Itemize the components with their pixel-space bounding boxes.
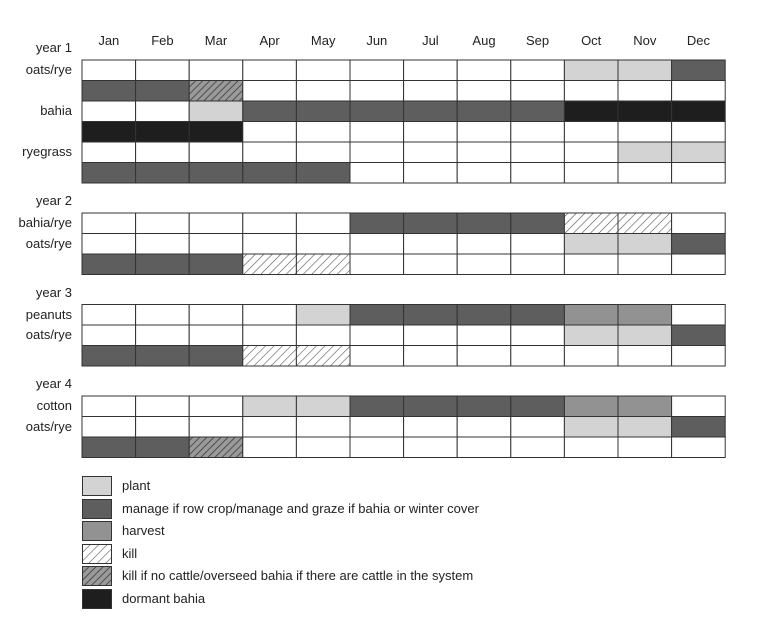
- calendar-cell-empty: [82, 325, 136, 346]
- calendar-cell-empty: [404, 437, 458, 458]
- calendar-cell-manage: [243, 163, 297, 184]
- year-label: year 3: [35, 284, 72, 300]
- crop-label: oats/rye: [25, 327, 72, 342]
- calendar-cell-manage: [404, 213, 458, 234]
- calendar-cell-empty: [243, 417, 297, 438]
- calendar-cell-empty: [457, 437, 511, 458]
- calendar-cell-empty: [672, 122, 726, 143]
- calendar-cell-empty: [404, 417, 458, 438]
- calendar-cell-manage: [296, 101, 350, 122]
- calendar-cell-empty: [350, 122, 404, 143]
- calendar-cell-manage: [136, 254, 190, 275]
- calendar-cell-empty: [189, 213, 243, 234]
- calendar-cell-empty: [82, 396, 136, 417]
- calendar-cell-empty: [296, 325, 350, 346]
- year-label: year 1: [35, 40, 72, 55]
- calendar-cell-empty: [189, 305, 243, 326]
- calendar-cell-empty: [618, 122, 672, 143]
- legend-swatch-kill: [82, 544, 112, 564]
- calendar-cell-plant: [564, 60, 618, 81]
- crop-label: bahia: [40, 103, 72, 118]
- legend-text: kill: [122, 545, 138, 561]
- calendar-cell-harvest: [564, 305, 618, 326]
- calendar-cell-manage: [350, 305, 404, 326]
- calendar-cell-empty: [82, 417, 136, 438]
- calendar-cell-manage: [457, 305, 511, 326]
- calendar-cell-empty: [82, 142, 136, 163]
- calendar-cell-kill: [296, 254, 350, 275]
- calendar-cell-manage: [457, 101, 511, 122]
- calendar-cell-empty: [404, 122, 458, 143]
- calendar-cell-empty: [404, 60, 458, 81]
- calendar-cell-empty: [404, 142, 458, 163]
- calendar-cell-kill_overseed: [189, 437, 243, 458]
- calendar-cell-empty: [511, 60, 565, 81]
- month-header-jun: Jun: [366, 33, 388, 48]
- calendar-cell-empty: [564, 142, 618, 163]
- calendar-cell-empty: [672, 254, 726, 275]
- calendar-cell-empty: [404, 325, 458, 346]
- calendar-cell-empty: [457, 142, 511, 163]
- calendar-cell-empty: [672, 163, 726, 184]
- calendar-cell-manage: [189, 346, 243, 367]
- calendar-cell-empty: [457, 417, 511, 438]
- calendar-cell-empty: [296, 213, 350, 234]
- calendar-cell-empty: [511, 346, 565, 367]
- calendar-cell-empty: [243, 122, 297, 143]
- calendar-cell-empty: [457, 60, 511, 81]
- calendar-cell-empty: [350, 142, 404, 163]
- calendar-cell-empty: [82, 234, 136, 255]
- calendar-cell-empty: [511, 234, 565, 255]
- calendar-cell-empty: [618, 437, 672, 458]
- calendar-cell-manage: [457, 213, 511, 234]
- calendar-cell-empty: [136, 142, 190, 163]
- calendar-cell-kill: [564, 213, 618, 234]
- calendar-cell-empty: [672, 346, 726, 367]
- calendar-cell-empty: [189, 234, 243, 255]
- calendar-cell-empty: [350, 325, 404, 346]
- calendar-cell-empty: [243, 60, 297, 81]
- calendar-cell-manage: [511, 305, 565, 326]
- calendar-cell-empty: [243, 437, 297, 458]
- calendar-cell-manage: [189, 254, 243, 275]
- calendar-cell-empty: [350, 81, 404, 102]
- calendar-cell-empty: [136, 60, 190, 81]
- legend-text: manage if row crop/manage and graze if bahia or winter cover: [122, 500, 479, 516]
- calendar-cell-manage: [136, 437, 190, 458]
- calendar-cell-empty: [82, 101, 136, 122]
- legend-text: harvest: [122, 523, 165, 538]
- month-header-aug: Aug: [472, 33, 496, 48]
- calendar-cell-empty: [511, 163, 565, 184]
- calendar-cell-manage: [404, 305, 458, 326]
- calendar-cell-manage: [243, 101, 297, 122]
- legend-swatch-plant: [82, 476, 112, 496]
- calendar-cell-manage: [82, 254, 136, 275]
- calendar-cell-empty: [618, 81, 672, 102]
- calendar-cell-empty: [350, 417, 404, 438]
- calendar-cell-plant: [618, 60, 672, 81]
- calendar-cell-empty: [511, 142, 565, 163]
- calendar-cell-manage: [82, 346, 136, 367]
- calendar-cell-dormant: [82, 122, 136, 143]
- calendar-cell-harvest: [618, 396, 672, 417]
- calendar-cell-empty: [672, 81, 726, 102]
- calendar-cell-empty: [243, 81, 297, 102]
- year-label: year 2: [35, 193, 72, 208]
- calendar-cell-empty: [618, 346, 672, 367]
- calendar-cell-plant: [243, 396, 297, 417]
- calendar-cell-empty: [511, 254, 565, 275]
- crop-label: cotton: [36, 398, 72, 413]
- calendar-cell-empty: [296, 234, 350, 255]
- month-header-may: May: [310, 33, 336, 48]
- calendar-cell-empty: [243, 213, 297, 234]
- legend-swatch-manage: [82, 499, 112, 519]
- legend-swatch-dormant: [82, 589, 112, 609]
- calendar-cell-empty: [404, 81, 458, 102]
- calendar-cell-harvest: [564, 396, 618, 417]
- calendar-cell-empty: [457, 346, 511, 367]
- calendar-cell-empty: [243, 234, 297, 255]
- calendar-cell-dormant: [136, 122, 190, 143]
- calendar-cell-empty: [457, 122, 511, 143]
- calendar-cell-empty: [136, 101, 190, 122]
- crop-label: oats/rye: [25, 235, 72, 251]
- legend-swatch-kill_overseed: [82, 566, 112, 586]
- calendar-cell-plant: [189, 101, 243, 122]
- calendar-cell-manage: [511, 101, 565, 122]
- calendar-cell-empty: [296, 417, 350, 438]
- calendar-cell-plant: [564, 325, 618, 346]
- calendar-cell-manage: [672, 325, 726, 346]
- calendar-cell-dormant: [618, 101, 672, 122]
- calendar-cell-empty: [296, 437, 350, 458]
- calendar-cell-empty: [136, 417, 190, 438]
- calendar-cell-empty: [618, 163, 672, 184]
- calendar-cell-manage: [82, 163, 136, 184]
- calendar-cell-empty: [404, 346, 458, 367]
- month-header-nov: Nov: [633, 33, 657, 48]
- calendar-cell-empty: [189, 325, 243, 346]
- calendar-cell-empty: [350, 60, 404, 81]
- calendar-cell-plant: [564, 417, 618, 438]
- calendar-cell-harvest: [618, 305, 672, 326]
- calendar-cell-empty: [189, 60, 243, 81]
- calendar-cell-empty: [672, 396, 726, 417]
- calendar-cell-dormant: [564, 101, 618, 122]
- calendar-cell-empty: [189, 142, 243, 163]
- year-label: year 4: [35, 376, 72, 391]
- calendar-cell-plant: [296, 396, 350, 417]
- calendar-cell-kill: [296, 346, 350, 367]
- calendar-cell-empty: [511, 417, 565, 438]
- calendar-cell-empty: [457, 234, 511, 255]
- month-header-feb: Feb: [151, 33, 174, 48]
- calendar-cell-empty: [672, 305, 726, 326]
- calendar-cell-empty: [404, 254, 458, 275]
- crop-label: peanuts: [25, 306, 72, 322]
- calendar-cell-plant: [618, 417, 672, 438]
- calendar-cell-empty: [136, 234, 190, 255]
- calendar-cell-manage: [404, 101, 458, 122]
- calendar-cell-manage: [82, 81, 136, 102]
- calendar-cell-empty: [82, 213, 136, 234]
- calendar-cell-empty: [350, 163, 404, 184]
- calendar-cell-empty: [404, 234, 458, 255]
- calendar-cell-manage: [511, 213, 565, 234]
- calendar-cell-plant: [296, 305, 350, 326]
- calendar-cell-empty: [136, 305, 190, 326]
- calendar-cell-dormant: [672, 101, 726, 122]
- crop-label: bahia/rye: [18, 215, 72, 230]
- calendar-cell-empty: [243, 305, 297, 326]
- calendar-cell-dormant: [189, 122, 243, 143]
- calendar-cell-empty: [511, 437, 565, 458]
- calendar-cell-manage: [350, 213, 404, 234]
- calendar-cell-plant: [564, 234, 618, 255]
- calendar-cell-empty: [564, 122, 618, 143]
- calendar-cell-empty: [136, 213, 190, 234]
- month-header-jan: Jan: [98, 33, 120, 48]
- calendar-cell-empty: [564, 437, 618, 458]
- calendar-cell-empty: [564, 346, 618, 367]
- calendar-cell-manage: [350, 101, 404, 122]
- calendar-cell-empty: [350, 234, 404, 255]
- calendar-cell-empty: [457, 325, 511, 346]
- calendar-cell-manage: [672, 60, 726, 81]
- calendar-cell-empty: [350, 437, 404, 458]
- calendar-cell-empty: [82, 305, 136, 326]
- calendar-cell-manage: [511, 396, 565, 417]
- legend-text: kill if no cattle/overseed bahia if there are cattle in the system: [122, 568, 474, 583]
- calendar-cell-empty: [511, 81, 565, 102]
- calendar-cell-empty: [136, 325, 190, 346]
- legend-text: dormant bahia: [122, 590, 206, 606]
- calendar-cell-empty: [618, 254, 672, 275]
- calendar-cell-kill: [243, 254, 297, 275]
- calendar-cell-empty: [82, 60, 136, 81]
- calendar-cell-manage: [672, 417, 726, 438]
- calendar-cell-kill: [618, 213, 672, 234]
- month-header-sep: Sep: [526, 33, 550, 48]
- calendar-cell-manage: [136, 163, 190, 184]
- calendar-cell-plant: [618, 142, 672, 163]
- calendar-cell-empty: [136, 396, 190, 417]
- calendar-cell-plant: [672, 142, 726, 163]
- calendar-cell-empty: [564, 163, 618, 184]
- calendar-cell-empty: [243, 142, 297, 163]
- calendar-cell-empty: [672, 213, 726, 234]
- crop-label: ryegrass: [22, 144, 72, 159]
- calendar-cell-empty: [296, 122, 350, 143]
- calendar-cell-empty: [350, 254, 404, 275]
- crop-label: oats/rye: [25, 418, 72, 434]
- calendar-cell-manage: [404, 396, 458, 417]
- calendar-cell-empty: [511, 325, 565, 346]
- calendar-cell-manage: [457, 396, 511, 417]
- calendar-cell-plant: [618, 234, 672, 255]
- calendar-cell-manage: [672, 234, 726, 255]
- calendar-cell-empty: [296, 81, 350, 102]
- calendar-cell-manage: [296, 163, 350, 184]
- calendar-cell-empty: [404, 163, 458, 184]
- calendar-cell-empty: [296, 60, 350, 81]
- calendar-cell-empty: [189, 396, 243, 417]
- month-header-dec: Dec: [686, 33, 710, 48]
- calendar-cell-empty: [564, 254, 618, 275]
- calendar-cell-kill_overseed: [189, 81, 243, 102]
- month-header-jul: Jul: [422, 33, 439, 48]
- calendar-cell-empty: [457, 254, 511, 275]
- calendar-cell-manage: [350, 396, 404, 417]
- legend-swatch-harvest: [82, 521, 112, 541]
- calendar-cell-manage: [136, 346, 190, 367]
- calendar-cell-empty: [296, 142, 350, 163]
- calendar-cell-empty: [350, 346, 404, 367]
- calendar-cell-empty: [457, 81, 511, 102]
- calendar-cell-empty: [672, 437, 726, 458]
- month-header-mar: Mar: [204, 33, 228, 48]
- calendar-cell-empty: [564, 81, 618, 102]
- calendar-cell-manage: [82, 437, 136, 458]
- calendar-cell-manage: [136, 81, 190, 102]
- crop-label: oats/rye: [25, 62, 72, 77]
- calendar-cell-plant: [618, 325, 672, 346]
- calendar-cell-manage: [189, 163, 243, 184]
- month-header-oct: Oct: [581, 33, 602, 48]
- calendar-cell-empty: [189, 417, 243, 438]
- calendar-cell-empty: [457, 163, 511, 184]
- legend-text: plant: [122, 478, 151, 493]
- month-header-apr: Apr: [259, 33, 280, 48]
- calendar-cell-empty: [511, 122, 565, 143]
- calendar-cell-kill: [243, 346, 297, 367]
- calendar-cell-empty: [243, 325, 297, 346]
